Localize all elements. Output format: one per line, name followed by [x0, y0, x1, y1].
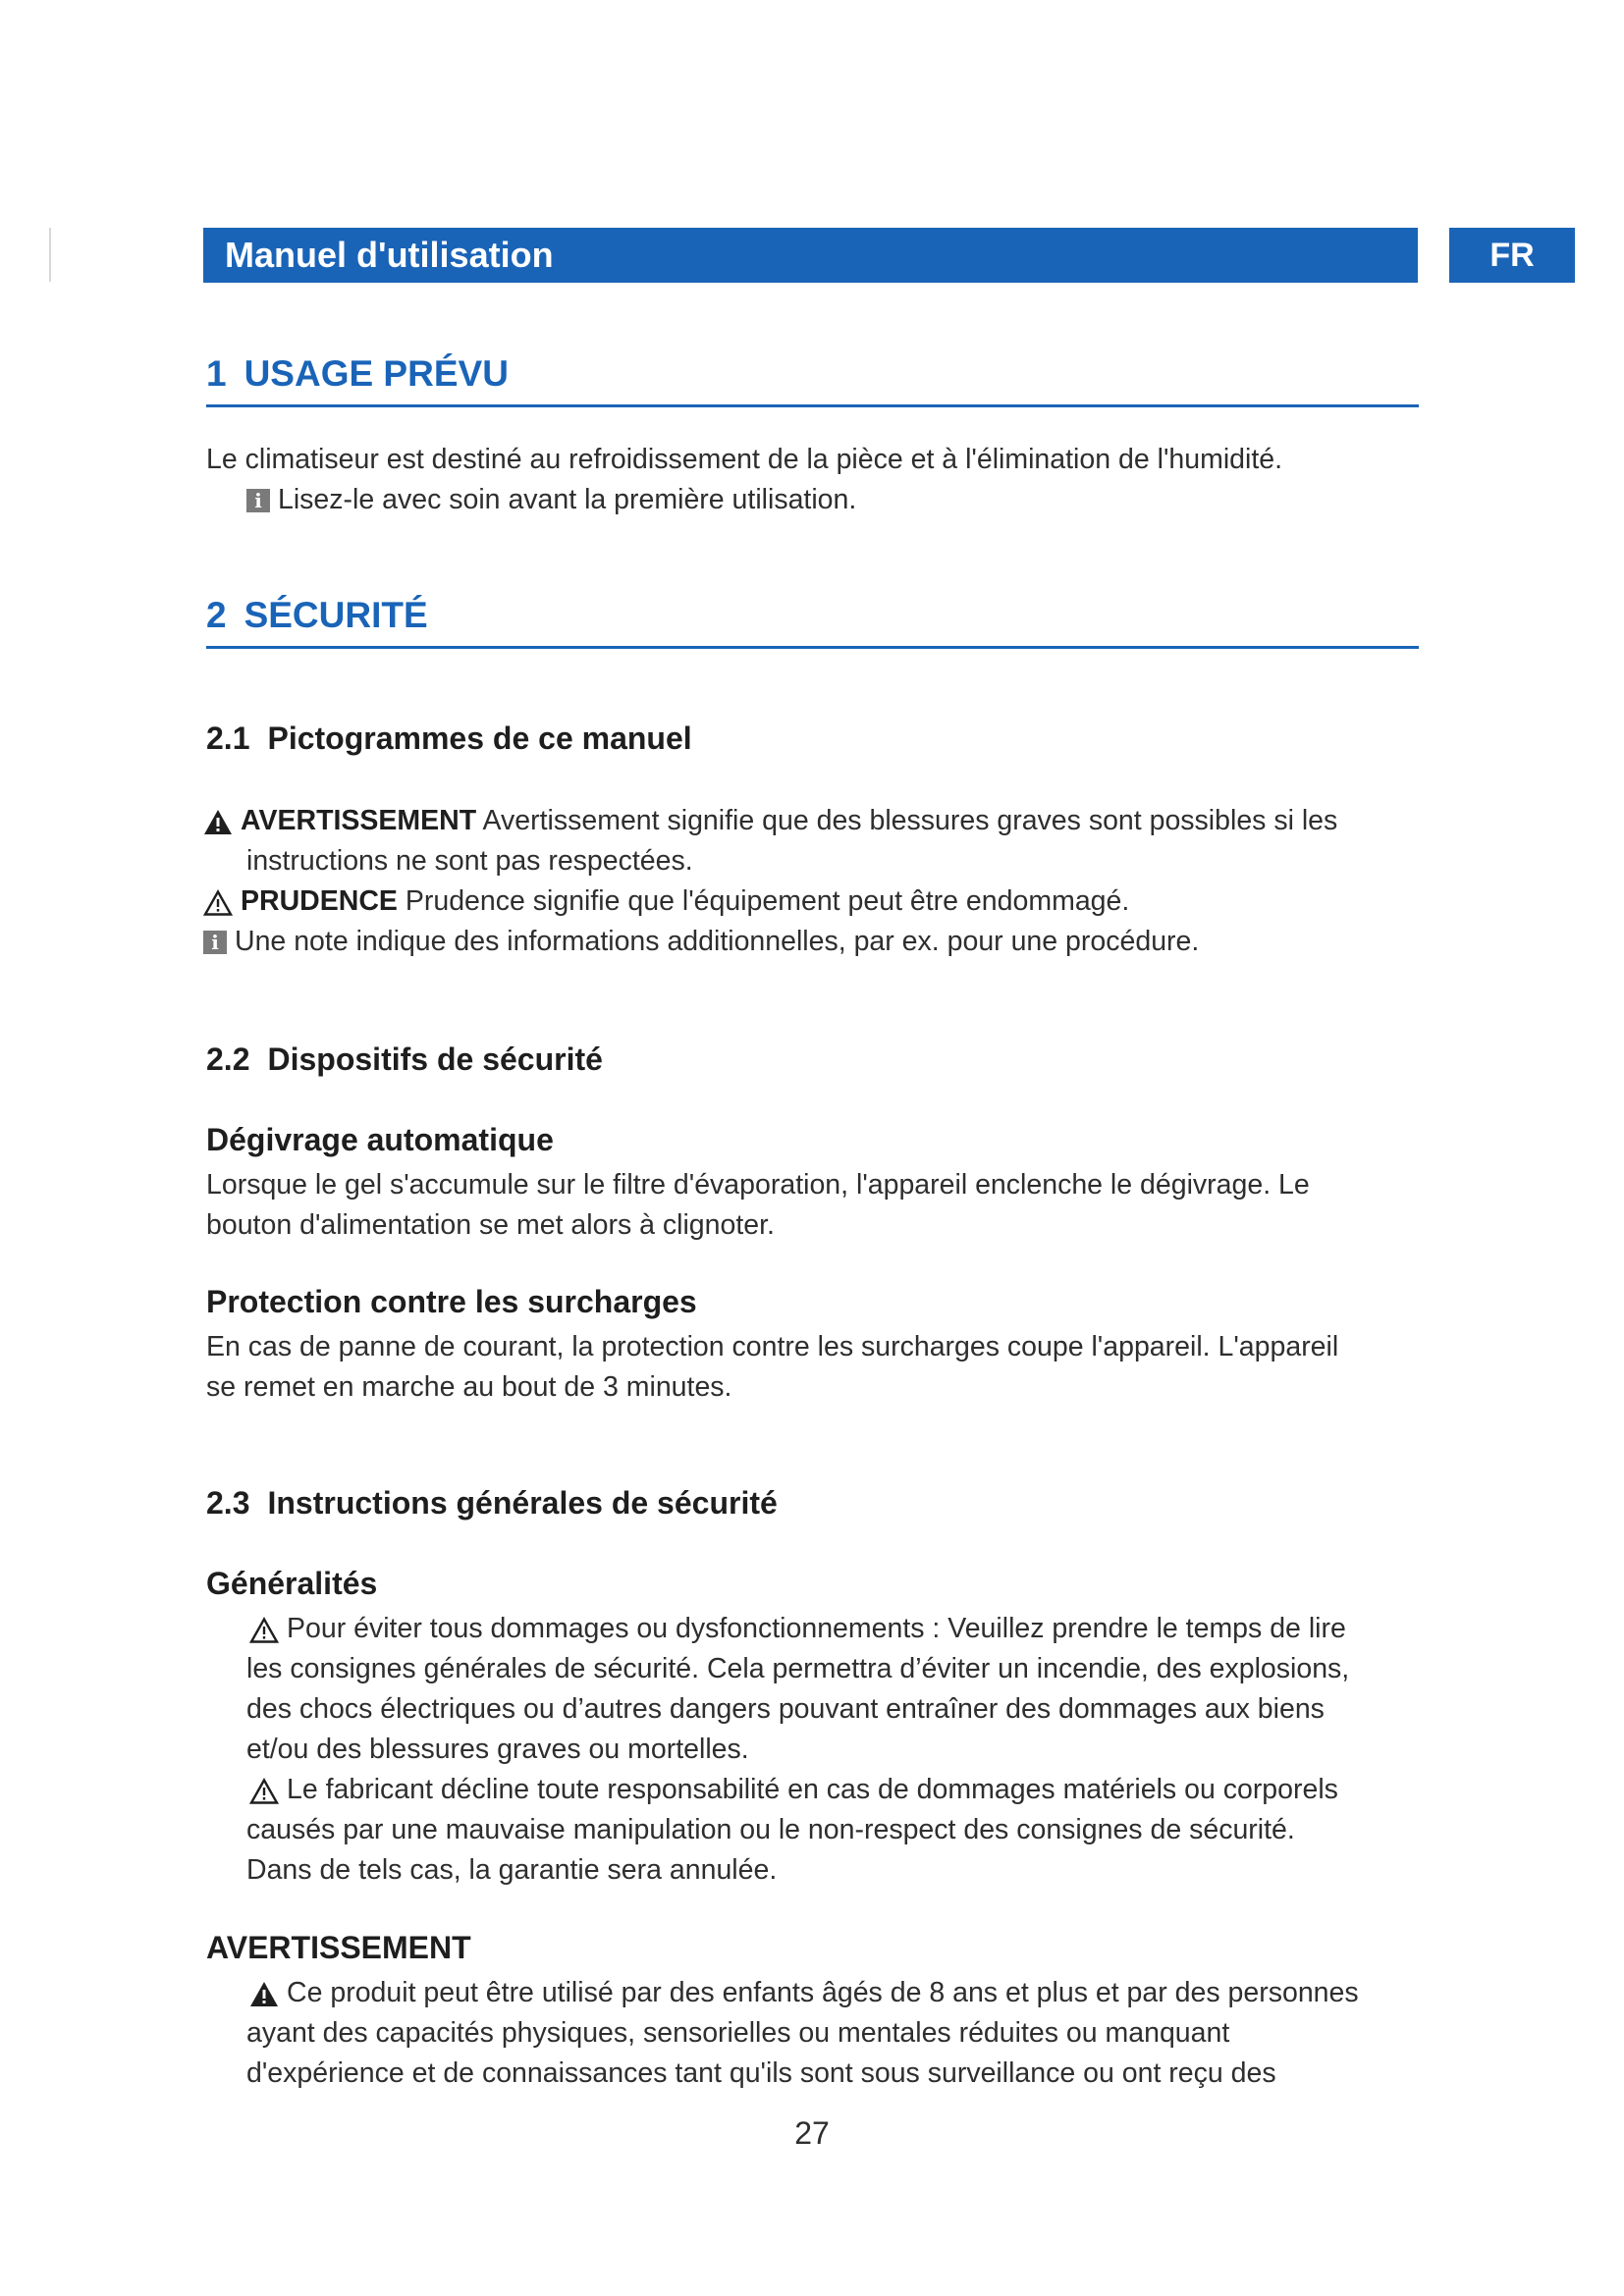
caution-text: Prudence signifie que l'équipement peut être endommagé.	[405, 885, 1130, 917]
section-number: 1	[206, 353, 227, 394]
subsection-number: 2.2	[206, 1041, 250, 1077]
warning-text: Avertissement signifie que des blessures graves sont possibles si les	[482, 805, 1338, 836]
caution-outline-icon	[249, 1778, 279, 1804]
general-item-1-cont: des chocs électriques ou d’autres dangers pouvant entraîner des dommages aux biens	[246, 1693, 1325, 1725]
page-number: 27	[794, 2115, 830, 2151]
defrost-text: Lorsque le gel s'accumule sur le filtre d'évaporation, l'appareil enclenche le dégivrage. Le	[206, 1169, 1310, 1201]
subsection-title: Dispositifs de sécurité	[267, 1041, 603, 1077]
subsection-2-1-heading	[206, 721, 692, 757]
defrost-heading: Dégivrage automatique	[206, 1122, 554, 1157]
warning-item-1-text: Ce produit peut être utilisé par des enfants âgés de 8 ans et plus et par des personnes	[287, 1977, 1359, 2008]
warning-heading: AVERTISSEMENT	[206, 1930, 471, 1965]
subsection-2-2-heading	[206, 1041, 603, 1078]
warning-label: AVERTISSEMENT	[241, 805, 477, 836]
general-item-2-line	[249, 1770, 1338, 1810]
overload-heading: Protection contre les surcharges	[206, 1284, 697, 1319]
warning-item-1-cont: d'expérience et de connaissances tant qu'ils sont sous surveillance ou ont reçu des	[246, 2057, 1276, 2089]
note-text: Une note indique des informations additionnelles, par ex. pour une procédure.	[235, 926, 1200, 957]
section-title: USAGE PRÉVU	[244, 353, 509, 394]
overload-text: En cas de panne de courant, la protection contre les surcharges coupe l'appareil. L'appareil	[206, 1331, 1339, 1362]
note-text: Lisez-le avec soin avant la première utilisation.	[278, 484, 857, 515]
warning-item-1-cont: ayant des capacités physiques, sensorielles ou mentales réduites ou manquant	[246, 2017, 1230, 2049]
warning-filled-icon	[203, 809, 233, 835]
subsection-title: Pictogrammes de ce manuel	[267, 721, 692, 756]
general-item-2-cont: Dans de tels cas, la garantie sera annulée.	[246, 1854, 778, 1886]
section-number: 2	[206, 595, 227, 635]
info-icon: i	[203, 931, 227, 954]
margin-mark	[49, 228, 51, 282]
header-title: Manuel d'utilisation	[203, 228, 1418, 283]
section-1-heading	[206, 353, 1419, 407]
overload-text-cont: se remet en marche au bout de 3 minutes.	[206, 1371, 732, 1403]
general-item-1-text: Pour éviter tous dommages ou dysfonctionnements : Veuillez prendre le temps de lire	[287, 1613, 1346, 1644]
caution-label: PRUDENCE	[241, 885, 398, 917]
warning-item-1-line	[249, 1973, 1359, 2013]
note-line	[246, 480, 856, 520]
intended-use-text: Le climatiseur est destiné au refroidissement de la pièce et à l'élimination de l'humidité.	[206, 444, 1283, 475]
general-item-2-cont: causés par une mauvaise manipulation ou le non-respect des consignes de sécurité.	[246, 1814, 1295, 1845]
language-badge: FR	[1449, 228, 1575, 283]
subsection-number: 2.3	[206, 1485, 250, 1521]
caution-outline-icon	[249, 1617, 279, 1643]
defrost-text-cont: bouton d'alimentation se met alors à clignoter.	[206, 1209, 775, 1241]
general-item-1-cont: les consignes générales de sécurité. Cela permettra d’éviter un incendie, des explosions,	[246, 1653, 1350, 1684]
info-icon: i	[246, 489, 270, 512]
general-item-2-text: Le fabricant décline toute responsabilité en cas de dommages matériels ou corporels	[287, 1774, 1338, 1805]
subsection-2-3-heading	[206, 1485, 778, 1522]
general-item-1-line	[249, 1609, 1346, 1649]
warning-text-cont: instructions ne sont pas respectées.	[246, 845, 693, 877]
warning-pictogram-line	[203, 801, 1337, 841]
section-2-heading	[206, 595, 1419, 649]
warning-filled-icon	[249, 1981, 279, 2007]
caution-pictogram-line	[203, 881, 1129, 922]
section-title: SÉCURITÉ	[244, 595, 428, 635]
general-item-1-cont: et/ou des blessures graves ou mortelles.	[246, 1734, 749, 1765]
subsection-number: 2.1	[206, 721, 250, 756]
subsection-title: Instructions générales de sécurité	[267, 1485, 778, 1521]
caution-outline-icon	[203, 889, 233, 916]
general-heading: Généralités	[206, 1566, 378, 1601]
note-pictogram-line	[203, 922, 1199, 962]
